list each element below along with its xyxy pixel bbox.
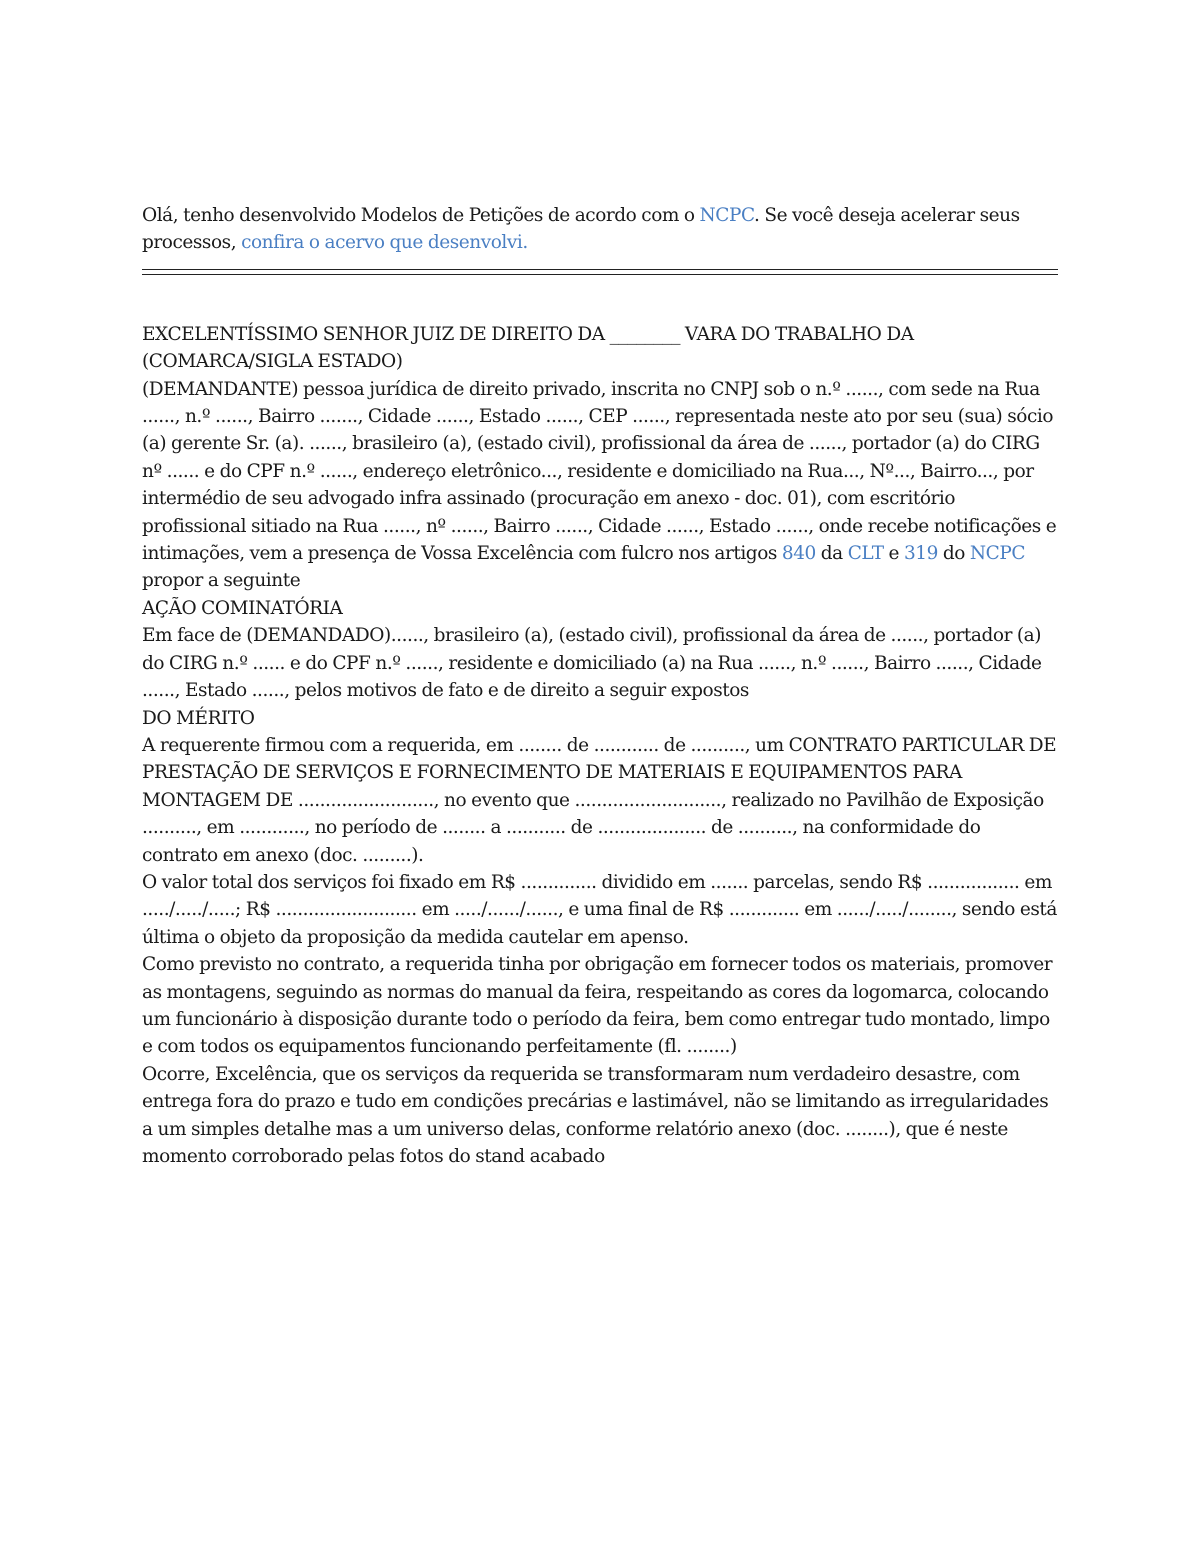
merit-paragraph-3: Como previsto no contrato, a requerida tinha por obrigação em fornecer todos os materiais, promover as montagens, seguindo as normas do manual da feira, respeitando as cores da logomarca, colocando um funcionário à disposição durante todo o período da feira, bem como entregar tudo montado, limpo e com todos os equipamentos funcionando perfeitamente (fl. ........) [142,954,1053,1058]
qualification-do: do [937,543,970,565]
merit-paragraph-1: A requerente firmou com a requerida, em ........ de ............ de .........., um CONTRATO PARTICULAR DE PRESTAÇÃO DE SERVIÇOS E FORNECIMENTO DE MATERIAIS E EQUIPAMENTOS PARA MONTAGEM DE ........................., no evento que ..........................., realizado no Pavilhão de Exposição .........., em ............, no período de ........ a ........... de .................... de .........., na conformidade do contrato em anexo (doc. .........). [142,734,1057,866]
court-header-line-1: EXCELENTÍSSIMO SENHOR JUIZ DE DIREITO DA ________ VARA DO TRABALHO DA [142,323,914,345]
article-840-link[interactable]: 840 [781,543,816,565]
qualification-text: (DEMANDANTE) pessoa jurídica de direito privado, inscrita no CNPJ sob o n.º ......, com sede na Rua ......, n.º ......, Bairro ......., Cidade ......, Estado ......, CEP ......, representada neste ato por seu (sua) sócio (a) gerente Sr. (a). ......, brasileiro (a), (estado civil), profissional da área de ......, portador (a) do CIRG nº ...... e do CPF n.º ......, endereço eletrônico..., residente e domiciliado na Rua..., Nº..., Bairro..., por intermédio de seu advogado infra assinado (procuração em anexo - doc. 01), com escritório profissional sitiado na Rua ......, nº ......, Bairro ......, Cidade ......, Estado ......, onde recebe notificações e intimações, vem a presença de Vossa Excelência com fulcro nos artigos [142,378,1057,565]
merit-title: DO MÉRITO [142,707,255,729]
intro-text-after: . Se você deseja acelerar seus processos, [142,205,1020,254]
ncpc-link[interactable]: NCPC [699,205,755,226]
merit-paragraph-4: Ocorre, Excelência, que os serviços da requerida se transformaram num verdadeiro desastre, com entrega fora do prazo e tudo em condições precárias e lastimável, não se limitando as irregularidades a um simples detalhe mas a um universo delas, conforme relatório anexo (doc. ........), que é neste momento corroborado pelas fotos do stand acabado [142,1063,1049,1167]
double-divider [142,269,1058,275]
qualification-da: da [815,543,848,565]
defendant-qualification: Em face de (DEMANDADO)......, brasileiro (a), (estado civil), profissional da área de ......, portador (a) do CIRG n.º ...... e do CPF n.º ......, residente e domiciliado (a) na Rua ......, n.º ......, Bairro ......, Cidade ......, Estado ......, pelos motivos de fato e de direito a seguir expostos [142,625,1042,702]
ncpc-link-2[interactable]: NCPC [969,543,1026,565]
article-319-link[interactable]: 319 [903,543,938,565]
acervo-link[interactable]: confira o acervo que desenvolvi. [241,232,528,254]
clt-link[interactable]: CLT [847,543,884,565]
merit-paragraph-2: O valor total dos serviços foi fixado em R$ .............. dividido em ....... parcelas, sendo R$ ................. em ...../...../.....; R$ .......................... em ...../....../......, e uma final de R$ ............. em ....../...../........, sendo está última o objeto da proposição da medida cautelar em apenso. [142,871,1058,948]
document-page [142,202,1058,1170]
court-header-line-2: (COMARCA/SIGLA ESTADO) [142,351,403,373]
intro-paragraph [142,202,1058,257]
plaintiff-qualification [142,376,1058,595]
intro-text-before: Olá, tenho desenvolvido Modelos de Petições de acordo com o [142,205,700,226]
qualification-end: propor a seguinte [142,570,301,592]
action-title: AÇÃO COMINATÓRIA [142,597,343,619]
qualification-e: e [883,543,904,565]
court-header [142,321,1058,376]
